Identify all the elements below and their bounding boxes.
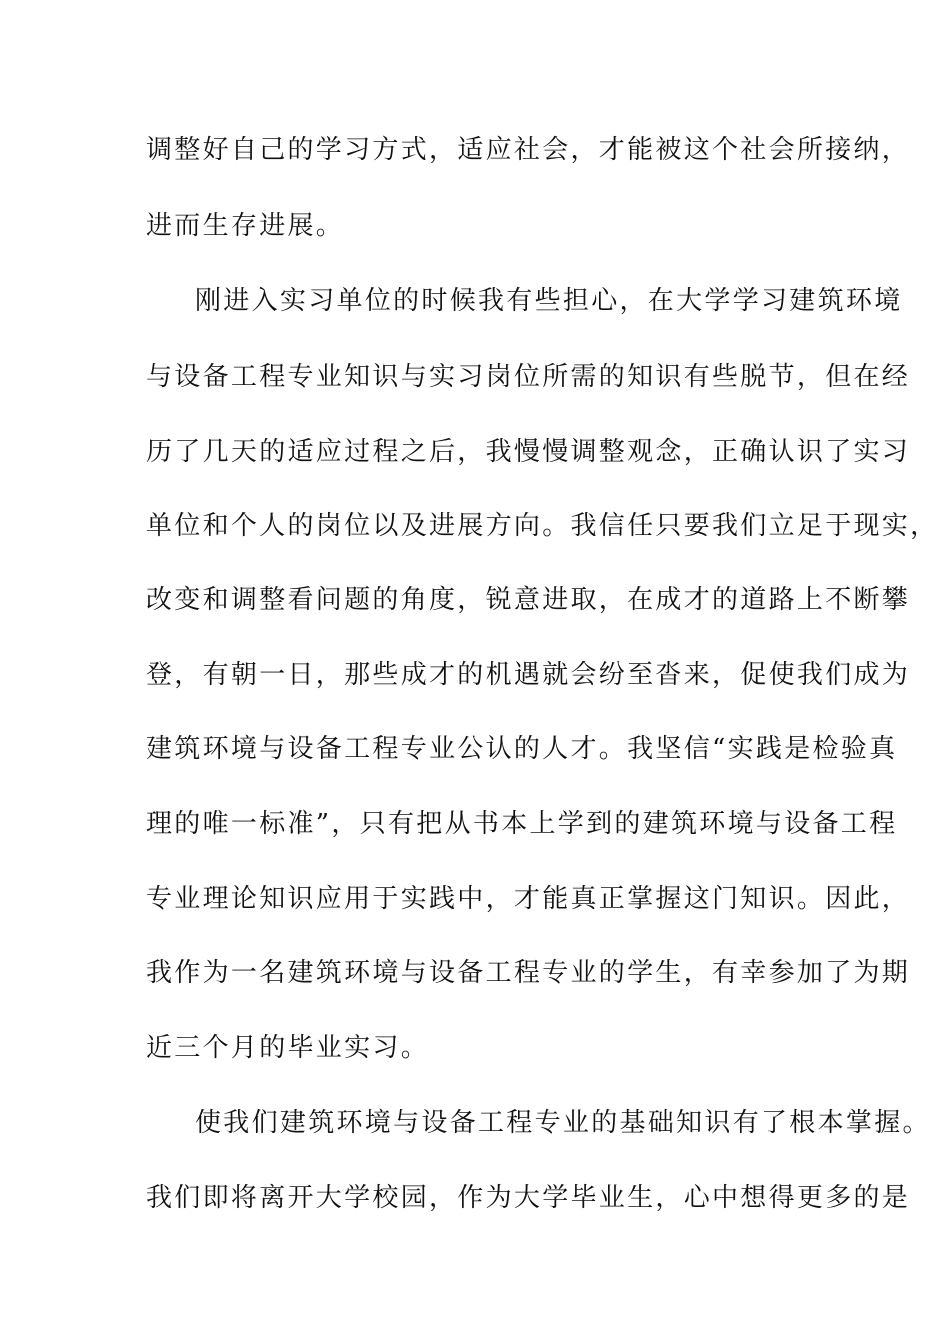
text-line: 历了几天的适应过程之后，我慢慢调整观念，正确认识了实习	[146, 437, 911, 467]
text-line: 改变和调整看问题的角度，锐意进取，在成才的道路上不断攀	[146, 585, 911, 615]
text-line: 刚进入实习单位的时候我有些担心，在大学学习建筑环境	[195, 286, 903, 316]
text-line: 调整好自己的学习方式，适应社会，才能被这个社会所接纳，	[146, 135, 911, 165]
text-line: 建筑环境与设备工程专业公认的人才。我坚信“实践是检验真	[146, 734, 898, 764]
text-line: 理的唯一标准”，只有把从书本上学到的建筑环境与设备工程	[146, 809, 898, 839]
text-line: 专业理论知识应用于实践中，才能真正掌握这门知识。因此，	[146, 884, 911, 914]
text-line: 使我们建筑环境与设备工程专业的基础知识有了根本掌握。	[195, 1108, 931, 1138]
text-line: 进而生存进展。	[146, 211, 345, 241]
text-line: 与设备工程专业知识与实习岗位所需的知识有些脱节，但在经	[146, 362, 911, 392]
text-line: 单位和个人的岗位以及进展方向。我信任只要我们立足于现实，	[146, 511, 939, 541]
text-line: 我作为一名建筑环境与设备工程专业的学生，有幸参加了为期	[146, 958, 911, 988]
text-line: 登，有朝一日，那些成才的机遇就会纷至沓来，促使我们成为	[146, 660, 911, 690]
text-line: 近三个月的毕业实习。	[146, 1033, 430, 1063]
text-line: 我们即将离开大学校园，作为大学毕业生，心中想得更多的是	[146, 1183, 911, 1213]
